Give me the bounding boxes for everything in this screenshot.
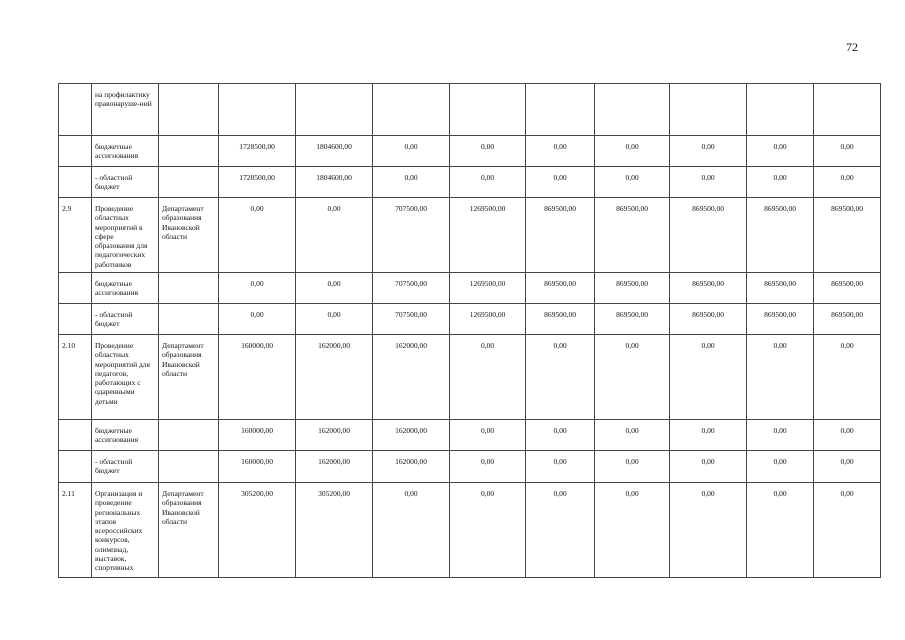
- row-value-cell: 0,00: [526, 483, 595, 578]
- row-value-cell: 0,00: [670, 136, 747, 167]
- row-value-cell: 869500,00: [670, 304, 747, 335]
- row-value-cell: 162000,00: [373, 335, 450, 420]
- row-index-cell: 2.10: [59, 335, 92, 420]
- row-value-cell: 1269500,00: [450, 198, 526, 273]
- row-index-cell: [59, 136, 92, 167]
- row-value-cell: 1269500,00: [450, 273, 526, 304]
- row-index-cell: 2.9: [59, 198, 92, 273]
- row-executor-cell: [159, 167, 219, 198]
- row-value-cell: 0,00: [595, 167, 670, 198]
- row-name-cell: Организация и проведение региональных этапов всероссийских конкурсов, олимпиад, выставок, спортивных: [92, 483, 159, 578]
- table-row: [59, 304, 881, 335]
- row-value-cell: 0,00: [373, 483, 450, 578]
- row-value-cell: 1804600,00: [296, 136, 373, 167]
- row-value-cell: 0,00: [747, 167, 814, 198]
- row-name-cell: - областной бюджет: [92, 167, 159, 198]
- row-value-cell: 162000,00: [373, 420, 450, 451]
- row-value-cell: 869500,00: [747, 304, 814, 335]
- row-name-cell: - областной бюджет: [92, 451, 159, 483]
- row-value-cell: 869500,00: [814, 198, 881, 273]
- row-value-cell: 869500,00: [595, 273, 670, 304]
- row-name-cell: бюджетные ассигнования: [92, 420, 159, 451]
- row-value-cell: 0,00: [595, 335, 670, 420]
- table-row: [59, 335, 881, 420]
- row-value-cell: 0,00: [450, 420, 526, 451]
- row-value-cell: [814, 84, 881, 136]
- row-value-cell: [670, 84, 747, 136]
- row-value-cell: 305200,00: [219, 483, 296, 578]
- row-value-cell: 0,00: [450, 335, 526, 420]
- row-index-cell: [59, 273, 92, 304]
- row-value-cell: 0,00: [219, 304, 296, 335]
- row-value-cell: [219, 84, 296, 136]
- row-value-cell: 1269500,00: [450, 304, 526, 335]
- table-row: [59, 136, 881, 167]
- row-value-cell: 0,00: [219, 198, 296, 273]
- row-value-cell: [526, 84, 595, 136]
- table-row: [59, 198, 881, 273]
- row-value-cell: 707500,00: [373, 273, 450, 304]
- row-value-cell: 160000,00: [219, 420, 296, 451]
- table-body: [59, 84, 881, 578]
- row-value-cell: 162000,00: [373, 451, 450, 483]
- row-value-cell: 869500,00: [595, 304, 670, 335]
- row-value-cell: 0,00: [450, 136, 526, 167]
- row-name-cell: на профилактику правонаруше-ний: [92, 84, 159, 136]
- budget-table: [58, 83, 881, 578]
- row-value-cell: 160000,00: [219, 451, 296, 483]
- row-value-cell: 869500,00: [595, 198, 670, 273]
- row-value-cell: 0,00: [296, 273, 373, 304]
- table-row: [59, 451, 881, 483]
- table-row: [59, 273, 881, 304]
- row-value-cell: 0,00: [296, 304, 373, 335]
- row-value-cell: 0,00: [526, 136, 595, 167]
- row-value-cell: 0,00: [670, 451, 747, 483]
- row-value-cell: [747, 84, 814, 136]
- row-value-cell: [296, 84, 373, 136]
- row-index-cell: [59, 451, 92, 483]
- row-value-cell: 0,00: [747, 451, 814, 483]
- row-value-cell: 0,00: [814, 420, 881, 451]
- row-executor-cell: [159, 136, 219, 167]
- row-value-cell: 0,00: [450, 167, 526, 198]
- row-executor-cell: Департамент образования Ивановской области: [159, 483, 219, 578]
- page-number: 72: [846, 40, 858, 54]
- row-value-cell: 869500,00: [670, 198, 747, 273]
- row-name-cell: Проведение областных мероприятий в сфере образования для педагогических работников: [92, 198, 159, 273]
- table-row: [59, 167, 881, 198]
- row-value-cell: [373, 84, 450, 136]
- row-value-cell: 0,00: [219, 273, 296, 304]
- row-value-cell: 869500,00: [526, 273, 595, 304]
- row-value-cell: 0,00: [670, 335, 747, 420]
- row-executor-cell: [159, 84, 219, 136]
- row-value-cell: 0,00: [526, 335, 595, 420]
- row-value-cell: 0,00: [595, 483, 670, 578]
- row-value-cell: 0,00: [670, 420, 747, 451]
- row-value-cell: 0,00: [814, 335, 881, 420]
- row-value-cell: 0,00: [747, 136, 814, 167]
- row-value-cell: 0,00: [670, 483, 747, 578]
- row-value-cell: 0,00: [814, 483, 881, 578]
- row-value-cell: 0,00: [526, 420, 595, 451]
- row-value-cell: 162000,00: [296, 451, 373, 483]
- table-row: [59, 483, 881, 578]
- row-index-cell: [59, 84, 92, 136]
- row-value-cell: [595, 84, 670, 136]
- row-value-cell: 160000,00: [219, 335, 296, 420]
- row-value-cell: 1728500,00: [219, 167, 296, 198]
- row-executor-cell: Департамент образования Ивановской области: [159, 198, 219, 273]
- row-value-cell: 0,00: [595, 136, 670, 167]
- row-value-cell: 0,00: [526, 451, 595, 483]
- row-value-cell: 0,00: [526, 167, 595, 198]
- row-value-cell: 0,00: [670, 167, 747, 198]
- row-value-cell: 869500,00: [747, 273, 814, 304]
- row-index-cell: 2.11: [59, 483, 92, 578]
- row-value-cell: 707500,00: [373, 304, 450, 335]
- row-value-cell: 707500,00: [373, 198, 450, 273]
- row-value-cell: 305200,00: [296, 483, 373, 578]
- row-value-cell: 869500,00: [670, 273, 747, 304]
- row-value-cell: 1804600,00: [296, 167, 373, 198]
- row-executor-cell: [159, 420, 219, 451]
- row-name-cell: Проведение областных мероприятий для педагогов, работающих с одаренными детьми: [92, 335, 159, 420]
- row-executor-cell: [159, 273, 219, 304]
- row-value-cell: 0,00: [747, 335, 814, 420]
- row-value-cell: 0,00: [747, 420, 814, 451]
- row-value-cell: 0,00: [450, 451, 526, 483]
- row-name-cell: бюджетные ассигнования: [92, 273, 159, 304]
- table-row: [59, 84, 881, 136]
- row-value-cell: 162000,00: [296, 420, 373, 451]
- row-value-cell: [450, 84, 526, 136]
- table-row: [59, 420, 881, 451]
- row-value-cell: 0,00: [595, 451, 670, 483]
- row-value-cell: 869500,00: [814, 273, 881, 304]
- row-index-cell: [59, 304, 92, 335]
- row-name-cell: бюджетные ассигнования: [92, 136, 159, 167]
- row-value-cell: 162000,00: [296, 335, 373, 420]
- row-index-cell: [59, 167, 92, 198]
- row-value-cell: 1728500,00: [219, 136, 296, 167]
- row-executor-cell: [159, 304, 219, 335]
- row-value-cell: 0,00: [814, 167, 881, 198]
- row-value-cell: 0,00: [450, 483, 526, 578]
- row-index-cell: [59, 420, 92, 451]
- row-value-cell: 0,00: [296, 198, 373, 273]
- row-value-cell: 0,00: [747, 483, 814, 578]
- row-name-cell: - областной бюджет: [92, 304, 159, 335]
- row-value-cell: 0,00: [814, 451, 881, 483]
- row-value-cell: 869500,00: [526, 198, 595, 273]
- row-executor-cell: Департамент образования Ивановской области: [159, 335, 219, 420]
- row-value-cell: 869500,00: [747, 198, 814, 273]
- row-value-cell: 0,00: [373, 167, 450, 198]
- row-value-cell: 869500,00: [526, 304, 595, 335]
- row-value-cell: 0,00: [595, 420, 670, 451]
- row-value-cell: 0,00: [814, 136, 881, 167]
- row-value-cell: 0,00: [373, 136, 450, 167]
- row-executor-cell: [159, 451, 219, 483]
- row-value-cell: 869500,00: [814, 304, 881, 335]
